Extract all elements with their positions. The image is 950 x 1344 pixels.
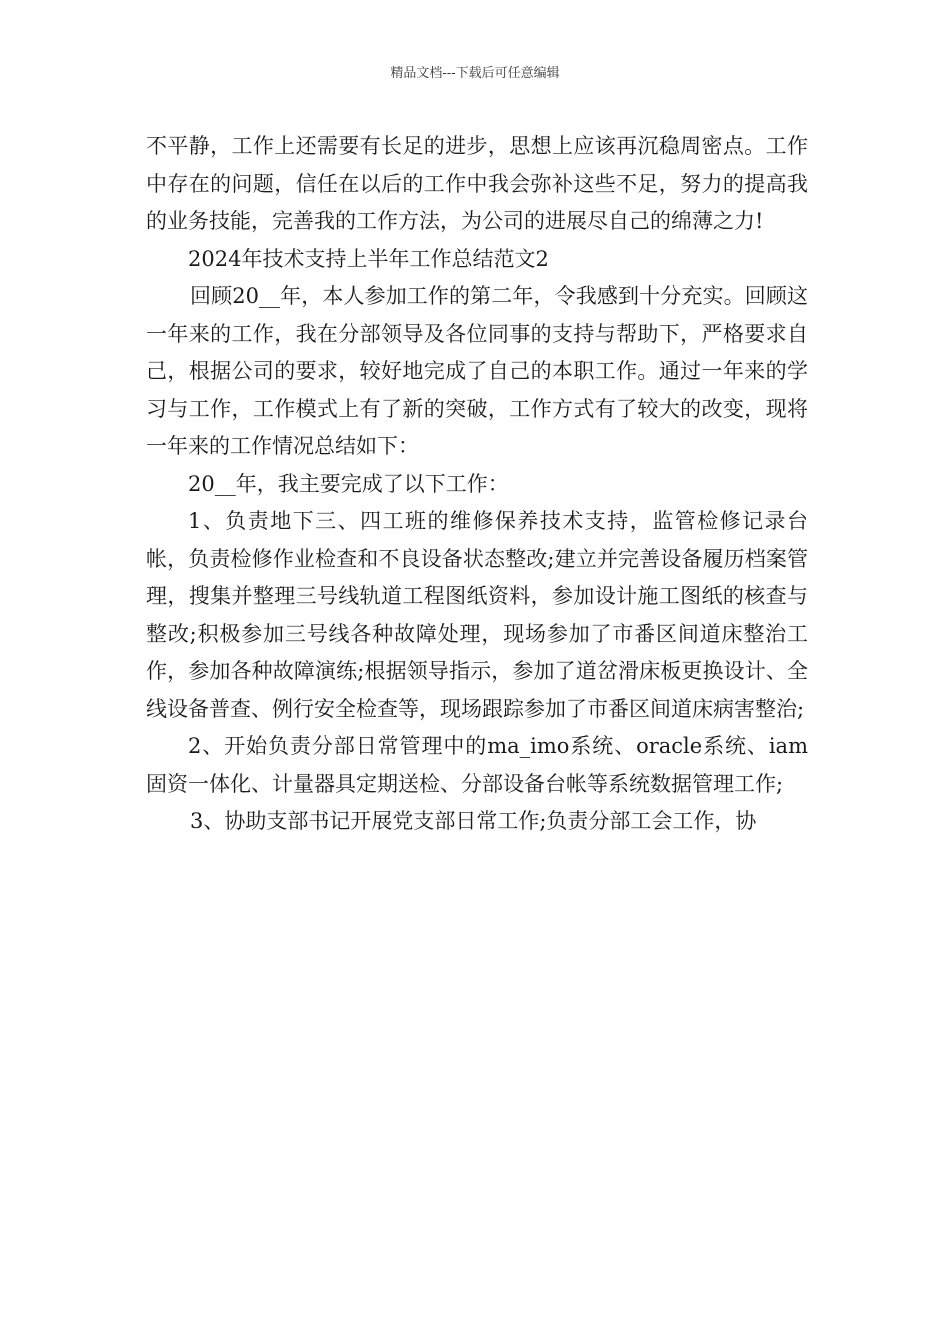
paragraph-item-3: 3、协助支部书记开展党支部日常工作;负责分部工会工作，协 (190, 809, 757, 833)
paragraph-item-2: 2、开始负责分部日常管理中的ma_imo系统、oracle系统、iam固资一体化、计量器具定期送检、分部设备台帐等系统数据管理工作; (146, 734, 808, 796)
document-body (146, 128, 808, 841)
paragraph-work-intro: 20__年，我主要完成了以下工作： (188, 471, 509, 496)
paragraph-review: 回顾20__年，本人参加工作的第二年，令我感到十分充实。回顾这一年来的工作，我在分部领导及各位同事的支持与帮助下，严格要求自己，根据公司的要求，较好地完成了自己的本职工作。通过一年来的学习与工作，工作模式上有了新的突破，工作方式有了较大的改变，现将一年来的工作情况总结如下： (146, 284, 808, 458)
section-title: 2024年技术支持上半年工作总结范文2 (188, 246, 549, 271)
page-header: 精品文档---下载后可任意编辑 (390, 66, 560, 81)
paragraph-conclusion: 不平静，工作上还需要有长足的进步，思想上应该再沉稳周密点。工作中存在的问题，信任在以后的工作中我会弥补这些不足，努力的提高我的业务技能，完善我的工作方法，为公司的进展尽自己的绵薄之力! (146, 134, 808, 233)
paragraph-item-1: 1、负责地下三、四工班的维修保养技术支持，监管检修记录台帐，负责检修作业检查和不良设备状态整改;建立并完善设备履历档案管理，搜集并整理三号线轨道工程图纸资料，参加设计施工图纸的核查与整改;积极参加三号线各种故障处理，现场参加了市番区间道床整治工作，参加各种故障演练;根据领导指示，参加了道岔滑床板更换设计、全线设备普查、例行安全检查等，现场跟踪参加了市番区间道床病害整治; (146, 509, 808, 721)
